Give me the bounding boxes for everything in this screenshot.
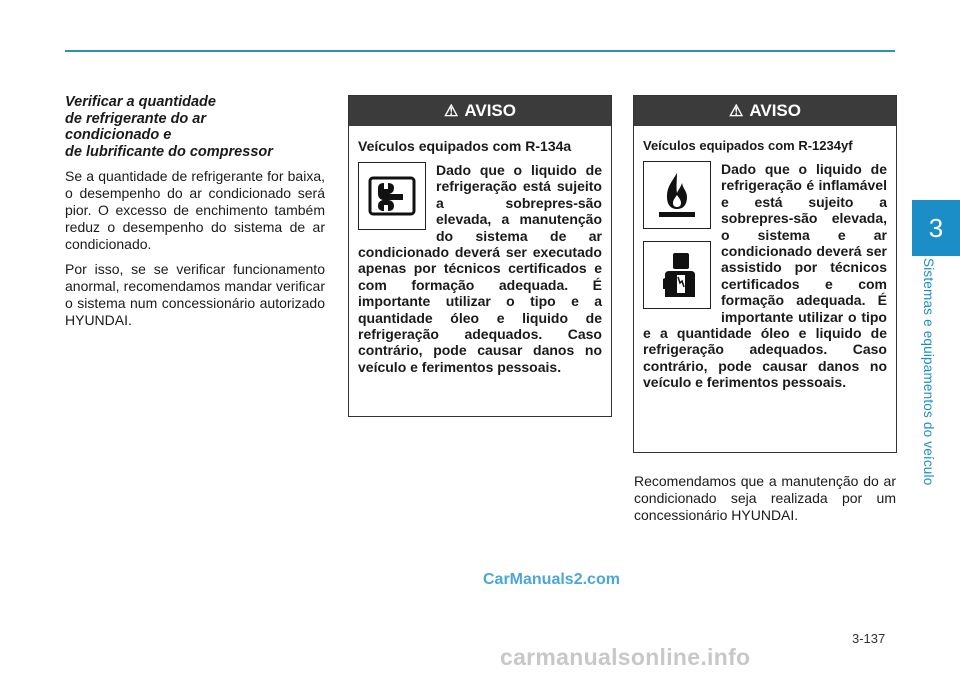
- vehicle-label: Veículos equipados com R-1234yf: [643, 138, 853, 153]
- warning-title: AVISO: [749, 101, 801, 120]
- technician-icon: [643, 241, 711, 309]
- watermark-top: CarManuals2.com: [483, 571, 620, 588]
- warning-title: AVISO: [464, 101, 516, 120]
- watermark-bottom: carmanualsonline.info: [500, 644, 751, 670]
- page-number: 3-137: [852, 631, 886, 646]
- warning-text: Dado que o liquido de refrigeração está sujeito a sobrepres-são elevada, a manutenção do sistema de ar condicionado deverá ser executado apenas por técnicos certificados e com formação adequada. É importante utilizar o tipo e a quantidade óleo e liquido de refrigeração adequados. Caso contrário, pode causar danos no veículo e ferimentos pessoais.: [358, 162, 602, 375]
- vehicle-label: Veículos equipados com R-134a: [358, 138, 572, 154]
- warning-box-r134a: [348, 95, 612, 417]
- warning-triangle-icon: ⚠: [444, 103, 459, 120]
- chapter-number: 3: [928, 212, 944, 243]
- body-paragraph: Se a quantidade de refrigerante for baixa, o desempenho do ar condicionado será pior. O excesso de enchimento também reduz o desempenho do sistema de ar condicionado.: [65, 168, 325, 252]
- warning-header: [349, 96, 611, 126]
- wrench-icon: [358, 162, 426, 230]
- heading-line: de lubrificante do compressor: [65, 143, 273, 160]
- service-note: Recomendamos que a manutenção do ar condicionado seja realizada por um concessionário HYUNDAI.: [634, 473, 896, 523]
- warning-triangle-icon: ⚠: [729, 103, 744, 120]
- left-column: [65, 94, 325, 337]
- warning-text: Dado que o liquido de refrigeração é inflamável e está sujeito a sobrepres-são elevada, o sistema e ar condicionado deverá ser assistido por técnicos certificados e com formação adequada. É importante utilizar o tipo e a quantidade óleo e liquido de refrigeração adequados. Caso contrário, pode causar danos no veículo e ferimentos pessoais.: [643, 161, 887, 391]
- body-paragraph: Por isso, se se verificar funcionamento anormal, recomendamos mandar verificar o sistema num concessionário autorizado HYUNDAI.: [65, 261, 325, 328]
- section-heading: [65, 94, 325, 160]
- heading-line: condicionado e: [65, 127, 172, 143]
- chapter-title: Sistemas e equipamentos do veículo: [921, 258, 936, 486]
- heading-line: de refrigerante do ar: [65, 110, 207, 127]
- flammable-icon: [643, 161, 711, 229]
- warning-box-r1234yf: [633, 95, 897, 453]
- header-rule: [65, 50, 895, 52]
- heading-line: Verificar a quantidade: [65, 94, 216, 110]
- warning-header: [634, 96, 896, 126]
- chapter-number-tab: [912, 200, 960, 256]
